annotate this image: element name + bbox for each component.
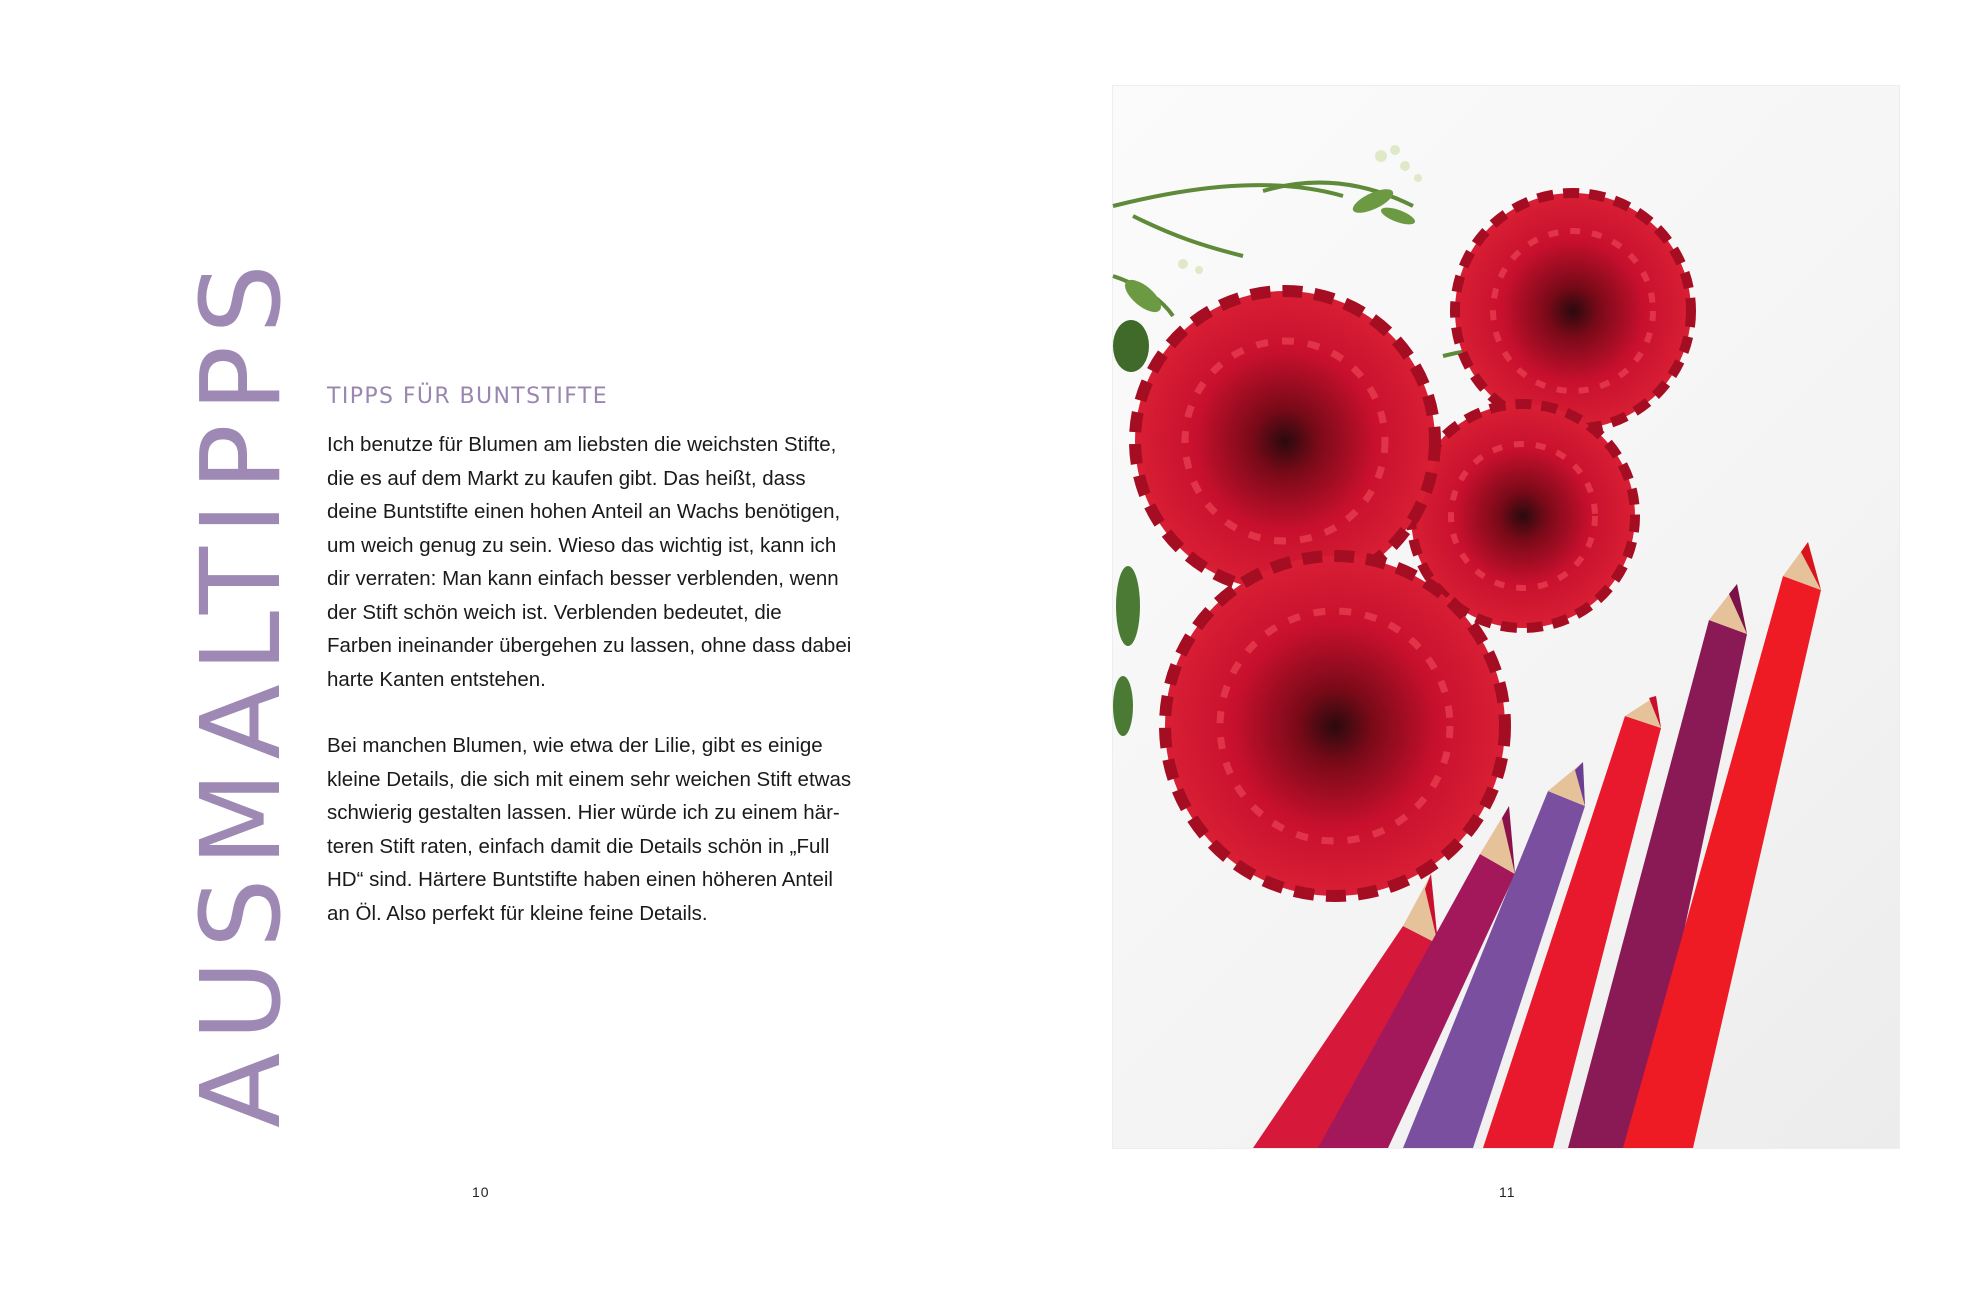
text-line: der Stift schön weich ist. Verblenden bedeutet, die	[327, 600, 782, 624]
text-line: kleine Details, die sich mit einem sehr weichen Stift etwas	[327, 767, 852, 791]
vertical-title-text: AUSMALTIPPS	[177, 251, 305, 1128]
flower-bottom	[1165, 556, 1505, 896]
text-line: HD“ sind. Härtere Buntstifte haben einen höheren Anteil	[327, 868, 833, 891]
paragraph-2	[327, 729, 867, 930]
section-heading: TIPPS FÜR BUNTSTIFTE	[327, 384, 609, 409]
photo-flowers-and-pencils	[1112, 85, 1900, 1149]
text-line: Farben ineinander übergehen zu lassen, ohne dass dabei	[327, 634, 852, 657]
text-line: deine Buntstifte einen hohen Anteil an Wachs benötigen,	[327, 500, 841, 523]
flower-top-right	[1455, 193, 1691, 429]
paragraph-1	[327, 428, 867, 696]
flower-top-left	[1135, 291, 1435, 591]
page-number-right: 11	[1499, 1184, 1516, 1200]
text-line: teren Stift raten, einfach damit die Details schön in „Full	[327, 834, 830, 858]
text-line: die es auf dem Markt zu kaufen gibt. Das heißt, dass	[327, 466, 806, 490]
text-line: Ich benutze für Blumen am liebsten die weichsten Stifte,	[327, 433, 837, 456]
text-line: um weich genug zu sein. Wieso das wichtig ist, kann ich	[327, 533, 837, 557]
vertical-title	[74, 0, 305, 1293]
text-line: an Öl. Also perfekt für kleine feine Details.	[327, 901, 708, 925]
text-line: Bei manchen Blumen, wie etwa der Lilie, gibt es einige	[327, 734, 823, 757]
page-number-left: 10	[472, 1184, 490, 1200]
body-text	[327, 428, 867, 963]
text-line: dir verraten: Man kann einfach besser verblenden, wenn	[327, 567, 839, 590]
text-line: schwierig gestalten lassen. Hier würde ich zu einem här-	[327, 801, 840, 824]
flower-middle-right	[1411, 404, 1635, 628]
text-line: harte Kanten entstehen.	[327, 667, 546, 691]
photo-illustration	[1113, 86, 1899, 1148]
